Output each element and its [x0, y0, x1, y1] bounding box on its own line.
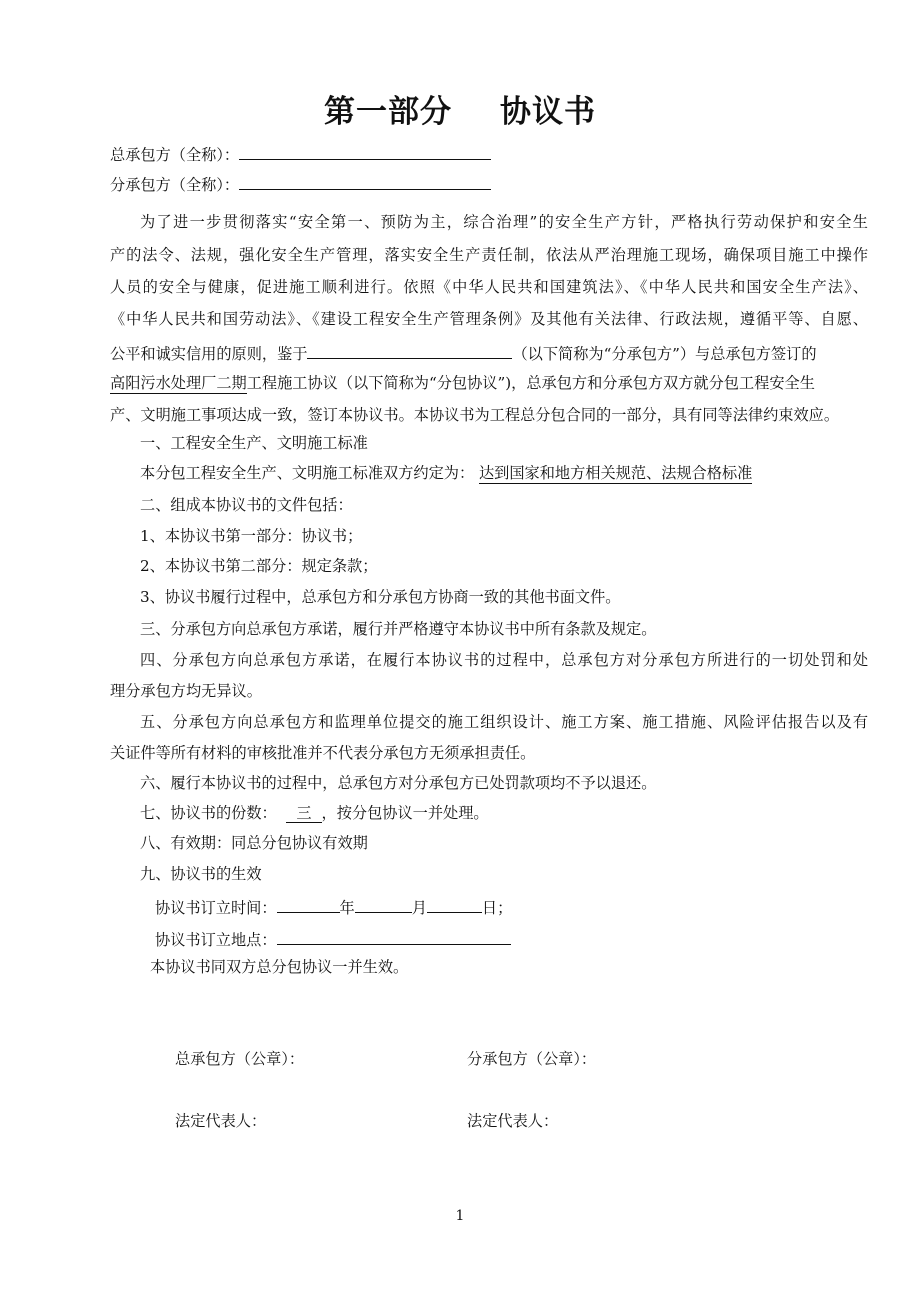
- section-2-item-1: 1、本协议书第一部分：协议书；: [140, 527, 363, 545]
- section-5-line-2: 关证件等所有材料的审核批准并不代表分承包方无须承担责任。: [110, 744, 536, 762]
- sub-rep-label: 法定代表人：: [467, 1112, 559, 1130]
- paragraph-line-6-rest: 工程施工协议（以下简称为“分包协议”)，总承包方和分承包方双方就分包工程安全生: [246, 374, 815, 392]
- section-7-end: ，按分包协议一并处理。: [321, 804, 489, 822]
- paragraph-line-7: 产、文明施工事项达成一致，签订本协议书。本协议书为工程总分包合同的一部分，具有同等法律约束效应。: [110, 406, 839, 424]
- paragraph-line-4: 《中华人民共和国劳动法》、《建设工程安全生产管理条例》及其他有关法律、行政法规，遵循平等、自愿、: [110, 310, 868, 328]
- section-3: 三、分承包方向总承包方承诺，履行并严格遵守本协议书中所有条款及规定。: [140, 620, 657, 638]
- section-6: 六、履行本协议书的过程中，总承包方对分承包方已处罚款项均不予以退还。: [140, 774, 657, 792]
- section-1-standard: 达到国家和地方相关规范、法规合格标准: [478, 464, 753, 482]
- project-name: 高阳污水处理厂二期: [110, 374, 247, 392]
- subcontractor-line: [110, 172, 875, 195]
- day-blank: [427, 895, 482, 913]
- paragraph-line-2: 产的法令、法规，强化安全生产管理，落实安全生产责任制，依法从严治理施工现场，确保项目施工中操作: [110, 246, 868, 264]
- title-name: 协议书: [500, 94, 596, 130]
- section-8: 八、有效期：同总分包协议有效期: [140, 834, 368, 852]
- sign-place-label: 协议书订立地点：: [155, 931, 277, 949]
- sign-time-label: 协议书订立时间：: [155, 899, 277, 917]
- section-2-item-3: 3、协议书履行过程中，总承包方和分承包方协商一致的其他书面文件。: [140, 588, 621, 606]
- section-2-item-2: 2、本协议书第二部分：规定条款；: [140, 557, 378, 575]
- subcontractor-label: 分承包方（全称）：: [110, 176, 240, 194]
- general-contractor-label: 总承包方（全称）：: [110, 146, 240, 164]
- section-7: [140, 803, 905, 823]
- paragraph-line-5-start: 公平和诚实信用的原则，鉴于: [110, 345, 308, 363]
- month-blank: [355, 895, 412, 913]
- paragraph-line-6: [110, 373, 875, 393]
- section-5-line-1: 五、分承包方向总承包方和监理单位提交的施工组织设计、施工方案、施工措施、风险评估报告以及有: [140, 713, 868, 731]
- general-contractor-blank: [239, 142, 491, 160]
- section-4-line-1: 四、分承包方向总承包方承诺，在履行本协议书的过程中，总承包方对分承包方所进行的一切处罚和处: [140, 651, 868, 669]
- sub-seal-label: 分承包方（公章）：: [467, 1050, 597, 1068]
- paragraph-line-5-end: （以下简称为“分承包方”）与总承包方签订的: [512, 345, 817, 363]
- section-1-text: [140, 463, 905, 483]
- subcontractor-name-blank: [307, 341, 512, 359]
- year-label: 年: [339, 899, 355, 917]
- paragraph-line-5: [110, 341, 875, 364]
- sign-time-line: [155, 895, 920, 918]
- section-1-heading: 一、工程安全生产、文明施工标准: [140, 434, 368, 452]
- section-9-heading: 九、协议书的生效: [140, 865, 262, 883]
- section-7-label: 七、协议书的份数：: [140, 804, 277, 822]
- general-contractor-line: [110, 142, 875, 165]
- effective-text: 本协议书同双方总分包协议一并生效。: [150, 958, 409, 976]
- gc-rep-label: 法定代表人：: [175, 1112, 267, 1130]
- section-7-copies: 三: [286, 804, 321, 823]
- sign-place-line: [155, 927, 920, 950]
- month-label: 月: [411, 899, 427, 917]
- page-title: [0, 86, 920, 131]
- title-part: 第一部分: [324, 94, 452, 130]
- day-label: 日；: [481, 899, 513, 917]
- section-4-line-2: 理分承包方均无异议。: [110, 682, 262, 700]
- subcontractor-blank: [239, 172, 491, 190]
- sign-place-blank: [277, 927, 511, 945]
- page-number: 1: [455, 1208, 465, 1224]
- paragraph-line-1: 为了进一步贯彻落实“安全第一、预防为主，综合治理”的安全生产方针，严格执行劳动保护和安全生: [140, 213, 868, 231]
- section-2-heading: 二、组成本协议书的文件包括：: [140, 496, 353, 514]
- gc-seal-label: 总承包方（公章）：: [175, 1050, 305, 1068]
- section-1-label: 本分包工程安全生产、文明施工标准双方约定为：: [140, 464, 475, 482]
- paragraph-line-3: 人员的安全与健康，促进施工顺利进行。依照《中华人民共和国建筑法》、《中华人民共和国安全生产法》、: [110, 278, 868, 296]
- year-blank: [277, 895, 340, 913]
